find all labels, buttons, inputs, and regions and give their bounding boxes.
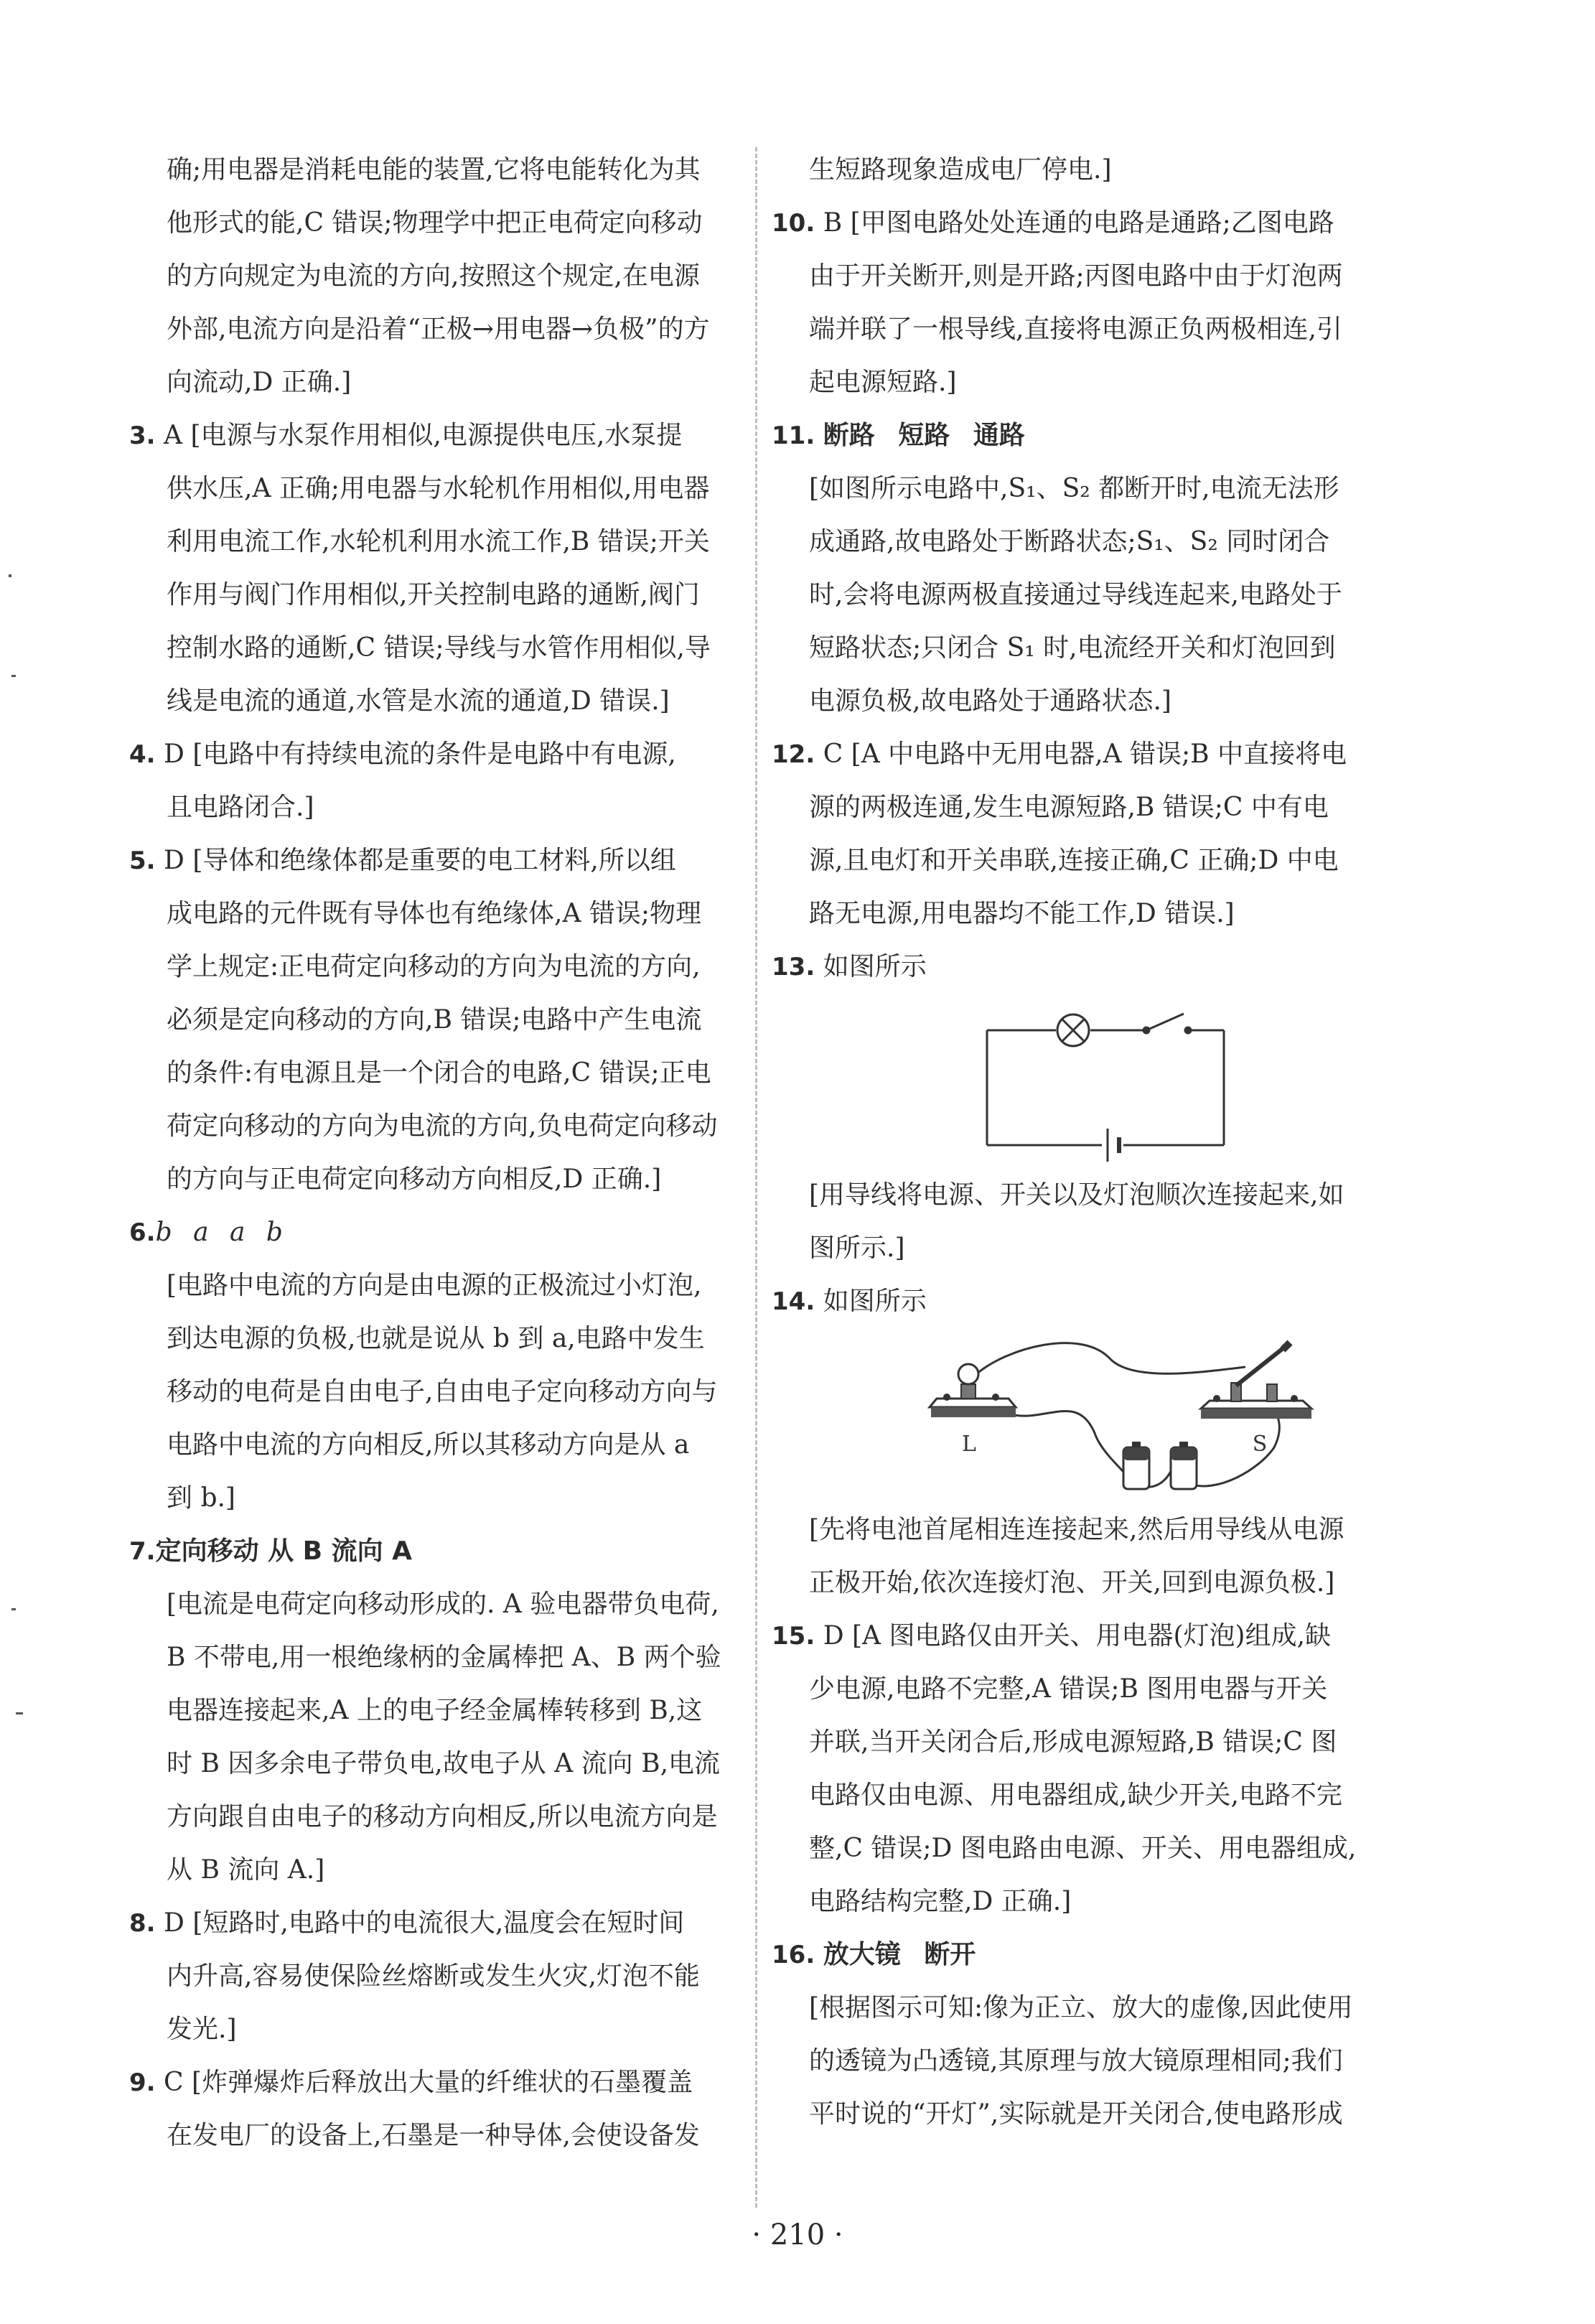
left-column <box>129 144 739 2162</box>
item-number: 11. <box>772 421 815 450</box>
physical-circuit-illustration <box>772 1333 1418 1498</box>
lamp-symbol-icon <box>1057 1014 1089 1046</box>
answer-item-9: 9. C [炸弹爆炸后释放出大量的纤维状的石墨覆盖 在发电厂的设备上,石墨是一种导体,会使设备发 <box>129 2068 700 2150</box>
item-answer: 断路 短路 通路 <box>823 421 1025 450</box>
answer-item-10: 10. B [甲图电路处处连通的电路是通路;乙图电路 由于开关断开,则是开路;丙图电路中由于灯泡两 端并联了一根导线,直接将电源正负两极相连,引 起电源短路.] <box>772 208 1343 397</box>
item-number: 3. <box>129 421 156 450</box>
switch-symbol-icon <box>1143 1014 1191 1033</box>
answer-item-7: 7.定向移动 从 B 流向 A [电流是电荷定向移动形成的. A 验电器带负电荷, B 不带电,用一根绝缘柄的金属棒把 A、B 两个验 电器连接起来,A 上的电子经金属棒转移到 B,这 时 B 因多余电子带负电,故电子从 A 流向 B,电流 方向跟自由电子的移动方向相反,所以电流方向是 从 B 流向 A.] <box>129 1536 721 1885</box>
item-number: 5. <box>129 846 156 875</box>
answer-item-5: 5. D [导体和绝缘体都是重要的电工材料,所以组 成电路的元件既有导体也有绝缘体,A 错误;物理 学上规定:正电荷定向移动的方向为电流的方向, 必须是定向移动的方向,B 错误;电路中产生电流 的条件:有电源且是一个闭合的电路,C 错误;正电 荷定向移动的方向为电流的方向,负电荷定向移动 的方向与正电荷定向移动方向相反,D 正确.] <box>129 846 718 1194</box>
item-number: 4. <box>129 740 156 769</box>
answer-item-6: 6.b a a b [电路中电流的方向是由电源的正极流过小灯泡, 到达电源的负极,也就是说从 b 到 a,电路中发生 移动的电荷是自由电子,自由电子定向移动方向与 电路中电流的方向相反,所以其移动方向是从 a 到 b.] <box>129 1218 718 1513</box>
right-column <box>772 144 1418 2141</box>
scan-mark <box>16 1712 23 1714</box>
battery-cell-icon <box>1123 1442 1149 1489</box>
scan-mark <box>9 574 11 577</box>
item-number: 7. <box>129 1537 156 1566</box>
item-number: 14. <box>772 1287 815 1316</box>
item-answer: 定向移动 从 B 流向 A <box>155 1536 413 1566</box>
answer-item-3: 3. A [电源与水泵作用相似,电源提供电压,水泵提 供水压,A 正确;用电器与水轮机作用相似,用电器 利用电流工作,水轮机利用水流工作,B 错误;开关 作用与阀门作用相似,开关控制电路的通断,阀门 控制水路的通断,C 错误;导线与水管作用相似,导 线是电流的通道,水管是水流的通道,D 错误.] <box>129 421 711 716</box>
item-number: 16. <box>772 1941 815 1969</box>
answer-item-4: 4. D [电路中有持续电流的条件是电路中有电源, 且电路闭合.] <box>129 739 676 822</box>
lamp-label: L <box>962 1432 976 1457</box>
answer-item-16: 16. 放大镜 断开 [根据图示可知:像为正立、放大的虚像,因此使用 的透镜为凸透镜,其原理与放大镜原理相同;我们 平时说的“开灯”,实际就是开关闭合,使电路形成 <box>772 1940 1353 2129</box>
item-answer: 如图所示 <box>823 952 927 981</box>
item-number: 15. <box>772 1622 815 1651</box>
scan-mark <box>11 675 16 677</box>
scan-mark <box>11 1608 16 1610</box>
item-number: 13. <box>772 953 815 981</box>
answer-item-15: 15. D [A 图电路仅由开关、用电器(灯泡)组成,缺 少电源,电路不完整,A 错误;B 图用电器与开关 并联,当开关闭合后,形成电源短路,B 错误;C 图 电路仅由电源、用电器组成,缺少开关,电路不完 整,C 错误;D 图电路由电源、开关、用电器组成, 电路结构完整,D 正确.] <box>772 1621 1357 1916</box>
page-number: · 210 · <box>752 2218 843 2251</box>
answer-item-13: 13. 如图所示 [用导线将电源、开关以及灯泡顺次连接起来,如 图所示.] <box>772 941 1418 1275</box>
answer-item-11: 11. 断路 短路 通路 [如图所示电路中,S₁、S₂ 都断开时,电流无法形 成通路,故电路处于断路状态;S₁、S₂ 同时闭合 时,会将电源两极直接通过导线连起来,电路处于 短路状态;只闭合 S₁ 时,电流经开关和灯泡回到 电源负极,故电路处于通路状态.] <box>772 421 1342 716</box>
item-number: 10. <box>772 209 815 238</box>
column-divider <box>755 147 757 2208</box>
item-answer: 如图所示 <box>823 1287 927 1316</box>
switch-label: S <box>1252 1432 1268 1457</box>
lamp-board-icon <box>930 1364 1016 1417</box>
continued-answer: 确;用电器是消耗电能的装置,它将电能转化为其 他形式的能,C 错误;物理学中把正电荷定向移动 的方向规定为电流的方向,按照这个规定,在电源 外部,电流方向是沿着“正极→用电器→负极”的方 向流动,D 正确.] <box>167 155 710 397</box>
circuit-diagram <box>772 998 1418 1163</box>
answer-item-8: 8. D [短路时,电路中的电流很大,温度会在短时间 内升高,容易使保险丝熔断或发生火灾,灯泡不能 发光.] <box>129 1908 700 2044</box>
answer-item-14: 14. 如图所示 L S [先将电池首尾相连连接起来,然后用导线从电源 正极开始,依次连接灯泡、开关,回到电源负极.] <box>772 1275 1418 1610</box>
battery-symbol-icon <box>1108 1129 1119 1162</box>
battery-cell-icon <box>1171 1442 1197 1489</box>
item-answer: 放大镜 断开 <box>823 1940 976 1969</box>
item-answer: b a a b <box>155 1218 283 1247</box>
item-number: 12. <box>772 740 815 769</box>
item-number: 6. <box>129 1218 156 1247</box>
continued-answer: 生短路现象造成电厂停电.] <box>809 155 1112 185</box>
switch-board-icon <box>1201 1343 1311 1419</box>
item-number: 8. <box>129 1909 156 1938</box>
answer-item-12: 12. C [A 中电路中无用电器,A 错误;B 中直接将电 源的两极连通,发生电源短路,B 错误;C 中有电 源,且电灯和开关串联,连接正确,C 正确;D 中电 路无电源,用电器均不能工作,D 错误.] <box>772 739 1347 928</box>
item-number: 9. <box>129 2068 156 2097</box>
